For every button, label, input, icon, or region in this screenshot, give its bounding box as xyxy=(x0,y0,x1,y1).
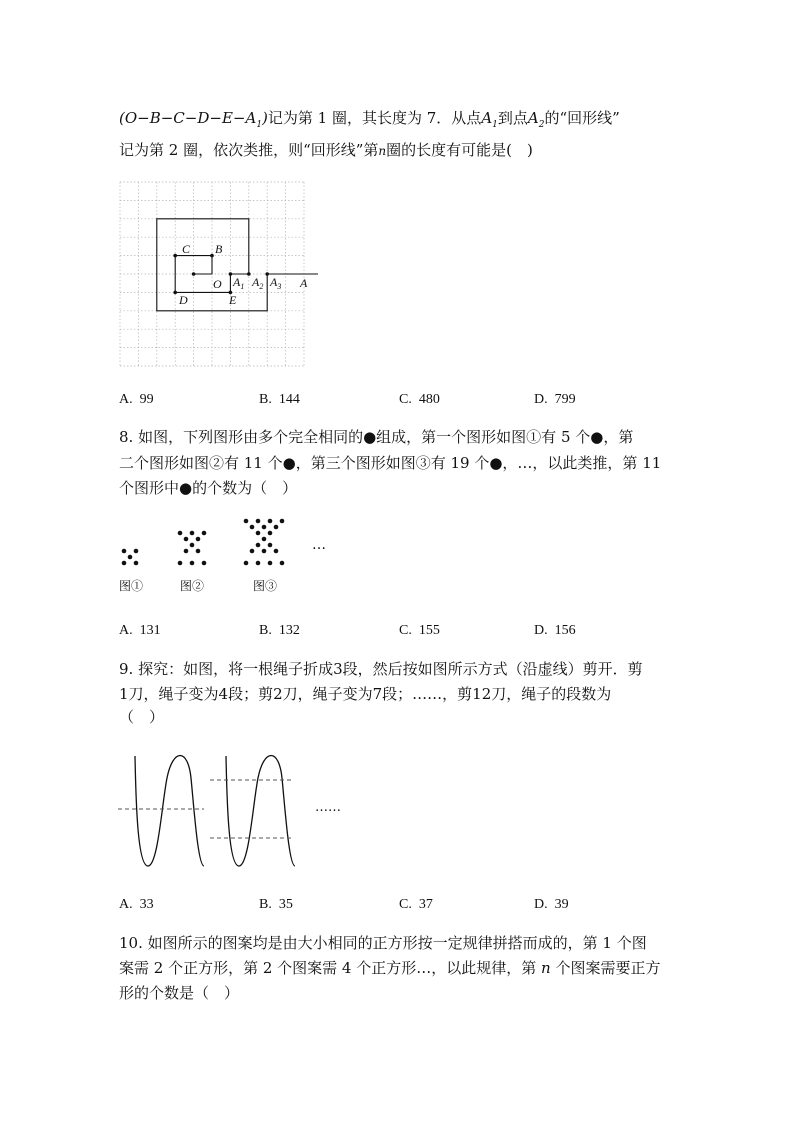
label-a2: $A_2$ xyxy=(252,275,264,291)
q7-point-a2: $A_2$ xyxy=(527,109,545,130)
q8-dot-figures xyxy=(118,515,338,575)
label-a: A xyxy=(300,276,308,290)
label-d: D xyxy=(179,293,188,307)
q8-line-1: 8. 如图，下列图形由多个完全相同的●组成，第一个图形如图①有 5 个●，第 xyxy=(119,428,634,446)
q7-line-1-end: 的“回形线” xyxy=(544,109,620,127)
q7-line-1 xyxy=(119,108,620,135)
q9-line-1: 9. 探究：如图，将一根绳子折成3段，然后按如图所示方式（沿虚线）剪开．剪 xyxy=(119,660,643,678)
label-o: O xyxy=(213,277,222,291)
q9-option-a[interactable]: A. 33 xyxy=(119,897,154,912)
q7-spiral-figure xyxy=(118,180,328,375)
q7-option-a[interactable]: A. 99 xyxy=(119,392,154,407)
q8-line-2: 二个图形如图②有 11 个●，第三个图形如图③有 19 个●，…，以此类推，第 11 xyxy=(119,454,662,472)
label-a1: $A_1$ xyxy=(233,275,245,291)
q9-line-2: 1刀，绳子变为4段；剪2刀，绳子变为7段；……，剪12刀，绳子的段数为 xyxy=(119,685,612,703)
label-e: E xyxy=(229,293,237,307)
q9-ellipsis: …… xyxy=(315,800,341,815)
q9-option-b[interactable]: B. 35 xyxy=(259,897,293,912)
q8-caption-2: 图② xyxy=(180,579,205,593)
rope-1 xyxy=(118,756,204,867)
q9-rope-figures xyxy=(118,748,358,873)
q10-line-1: 10. 如图所示的图案均是由大小相同的正方形按一定规律拼搭而成的，第 1 个图 xyxy=(119,934,647,952)
q9-option-d[interactable]: D. 39 xyxy=(534,897,569,912)
figure-1-dots xyxy=(122,549,139,566)
q8-ellipsis: … xyxy=(312,537,326,553)
q7-line-2: 记为第 2 圈，依次类推，则“回形线”第n圈的长度有可能是( ) xyxy=(119,141,533,159)
label-a3: $A_3$ xyxy=(270,275,282,291)
q7-option-d[interactable]: D. 799 xyxy=(534,392,576,407)
q9-line-3: （ ） xyxy=(119,708,165,726)
q7-option-b[interactable]: B. 144 xyxy=(259,392,300,407)
q7-point-a1: $A_1$ xyxy=(481,109,498,130)
q7-formula: $(O-B-C-D-E-A_1)$ xyxy=(119,109,268,130)
figure-3-dots xyxy=(244,519,285,566)
q9-option-c[interactable]: C. 37 xyxy=(399,897,433,912)
q8-option-c[interactable]: C. 155 xyxy=(399,623,440,638)
q8-caption-1: 图① xyxy=(119,579,144,593)
q10-line-2: 案需 2 个正方形，第 2 个图案需 4 个正方形…，以此规律，第 n 个图案需要正方 xyxy=(119,959,661,977)
q8-option-d[interactable]: D. 156 xyxy=(534,623,576,638)
figure-2-dots xyxy=(178,531,207,566)
q8-line-3: 个图形中●的个数为（ ） xyxy=(119,479,298,497)
q8-option-a[interactable]: A. 131 xyxy=(119,623,161,638)
q10-line-3: 形的个数是（ ） xyxy=(119,984,240,1002)
q7-line-1-to: 到点 xyxy=(497,109,528,127)
label-b: B xyxy=(215,242,223,256)
q8-option-b[interactable]: B. 132 xyxy=(259,623,300,638)
q8-caption-3: 图③ xyxy=(253,579,278,593)
label-c: C xyxy=(182,242,191,256)
rope-2 xyxy=(210,756,295,867)
q7-line-1-text: 记为第 1 圈，其长度为 7．从点 xyxy=(267,109,482,127)
q7-option-c[interactable]: C. 480 xyxy=(399,392,440,407)
